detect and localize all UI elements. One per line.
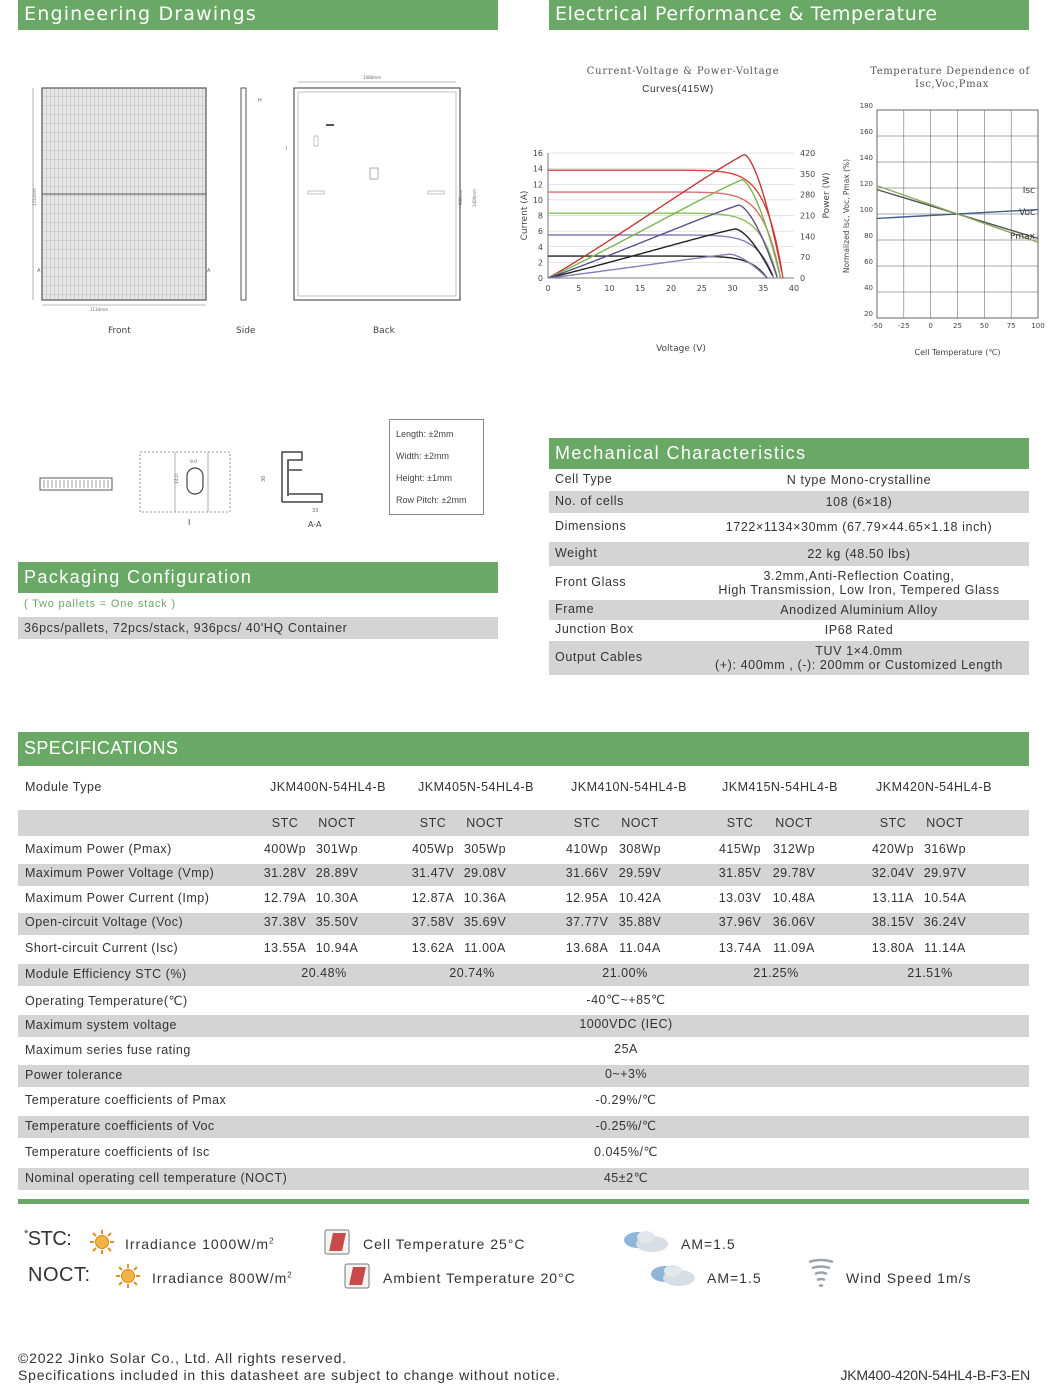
spec-stc-header: STC — [271, 816, 299, 830]
footer-document-code: JKM400-420N-54HL4-B-F3-EN — [840, 1367, 1030, 1383]
spec-value: 400Wp — [263, 842, 307, 856]
spec-noct-header: NOCT — [775, 816, 813, 830]
temp-x-tick: -25 — [898, 322, 910, 330]
stc-label: *STC: — [24, 1228, 72, 1250]
spec-label: Maximum system voltage — [25, 1018, 178, 1032]
spec-common-row — [18, 990, 1029, 1012]
iv-y-tick: 0 — [537, 274, 543, 283]
iv-y-tick: 16 — [532, 149, 543, 158]
pv-curve — [548, 155, 782, 278]
spec-value: 301Wp — [315, 842, 359, 856]
noct-wind-speed: Wind Speed 1m/s — [846, 1270, 972, 1286]
thermometer-icon — [322, 1228, 352, 1256]
spec-common-value: -0.25%/℃ — [595, 1119, 657, 1133]
temp-chart-title: Temperature Dependence of — [870, 66, 1030, 77]
spec-noct-header: NOCT — [318, 816, 356, 830]
spec-common-value: -40℃~+85℃ — [586, 993, 666, 1007]
packaging-row — [18, 617, 498, 639]
temp-x-tick: 0 — [928, 322, 933, 330]
specifications-header: SPECIFICATIONS — [18, 732, 1029, 766]
spec-value: 316Wp — [923, 842, 967, 856]
temp-x-tick: 50 — [979, 322, 989, 330]
spec-label: Operating Temperature(℃) — [25, 994, 188, 1008]
mechanical-value: 22 kg (48.50 lbs) — [807, 547, 911, 561]
spec-value: 405Wp — [411, 842, 455, 856]
temp-y-tick: 120 — [859, 180, 873, 188]
side-view-panel — [241, 88, 246, 300]
spec-value: 36.06V — [772, 915, 816, 929]
spec-stc-header: STC — [573, 816, 601, 830]
iv-y-tick: 2 — [537, 258, 543, 268]
front-width-dim: 1134mm — [90, 307, 108, 312]
spec-label: Nominal operating cell temperature (NOCT) — [25, 1171, 288, 1185]
mechanical-value: (+): 400mm , (-): 200mm or Customized Length — [715, 658, 1003, 672]
iv-chart-title: Current-Voltage & Power-Voltage — [586, 66, 780, 77]
section-dim-30: 30 — [261, 475, 267, 482]
spec-value: 13.62A — [411, 941, 455, 955]
back-marker-i: I — [286, 146, 288, 152]
spec-efficiency-value: 21.00% — [602, 966, 648, 980]
spec-value: 35.69V — [463, 915, 507, 929]
stc-cell-temperature: Cell Temperature 25°C — [363, 1236, 526, 1252]
iv-x-tick: 5 — [576, 284, 582, 293]
iv-y2-axis-label: Power (W) — [822, 172, 832, 219]
spec-label: Power tolerance — [25, 1068, 123, 1082]
spec-value: 35.88V — [618, 915, 662, 929]
mechanical-row — [549, 600, 1029, 620]
mechanical-key: Frame — [555, 602, 595, 616]
sun-icon — [86, 1228, 118, 1256]
spec-value: 420Wp — [871, 842, 915, 856]
front-view-label: Front — [108, 326, 131, 336]
spec-common-row — [18, 1040, 1029, 1062]
spec-model-name: JKM410N-54HL4-B — [571, 780, 687, 794]
spec-value: 31.85V — [718, 866, 762, 880]
iv-x-tick: 30 — [727, 284, 738, 293]
iv-x-axis-label: Voltage (V) — [656, 344, 706, 354]
spec-value: 415Wp — [718, 842, 762, 856]
iv-y-tick: 14 — [532, 164, 543, 174]
iv-y-tick: 6 — [537, 227, 543, 237]
iv-y2-tick: 280 — [800, 190, 816, 200]
spec-value: 38.15V — [871, 915, 915, 929]
iv-x-tick: 25 — [696, 284, 707, 293]
spec-label: Open-circuit Voltage (Voc) — [25, 915, 184, 929]
mechanical-key: No. of cells — [555, 494, 625, 508]
temp-x-tick: -50 — [871, 322, 883, 330]
spec-label: Maximum Power (Pmax) — [25, 842, 172, 856]
spec-label: Temperature coefficients of Voc — [25, 1119, 215, 1133]
mechanical-value: Anodized Aluminium Alloy — [780, 603, 938, 617]
mechanical-row — [549, 641, 1029, 675]
back-height-dim-1: 988mm — [458, 189, 463, 205]
spec-value: 29.08V — [463, 866, 507, 880]
spec-common-row — [18, 1116, 1029, 1138]
spec-value: 410Wp — [565, 842, 609, 856]
iv-x-tick: 35 — [758, 284, 769, 293]
spec-value: 13.03V — [718, 891, 762, 905]
thermometer-icon — [342, 1262, 372, 1290]
front-height-dim: 1722mm — [32, 188, 37, 206]
spec-value: 312Wp — [772, 842, 816, 856]
temp-y-axis-label: Normalized Isc, Voc, Pmax (%) — [842, 158, 851, 274]
spec-value: 10.94A — [315, 941, 359, 955]
mechanical-key: Output Cables — [555, 650, 643, 664]
mechanical-key: Front Glass — [555, 575, 627, 589]
packaging-header: Packaging Configuration — [18, 562, 498, 593]
iv-y2-tick: 0 — [800, 274, 806, 283]
section-i-label: I — [188, 518, 191, 527]
tolerance-row-pitch: Row Pitch: ±2mm — [396, 495, 467, 505]
iv-x-tick: 40 — [788, 284, 800, 293]
spec-value: 37.38V — [263, 915, 307, 929]
tolerance-width: Width: ±2mm — [396, 451, 449, 461]
spec-label: Maximum Power Current (Imp) — [25, 891, 210, 905]
mechanical-header: Mechanical Characteristics — [549, 438, 1029, 469]
iv-x-tick: 10 — [604, 284, 615, 293]
iv-y2-tick: 420 — [800, 149, 816, 158]
spec-value: 31.66V — [565, 866, 609, 880]
spec-efficiency-value: 21.51% — [907, 966, 953, 980]
temp-series-label: Isc — [1022, 186, 1035, 196]
spec-model-name: JKM420N-54HL4-B — [876, 780, 992, 794]
spec-value: 10.30A — [315, 891, 359, 905]
spec-efficiency-value: 20.48% — [301, 966, 347, 980]
cloud-icon — [618, 1228, 672, 1254]
spec-value: 10.54A — [923, 891, 967, 905]
spec-value: 12.87A — [411, 891, 455, 905]
cloud-icon — [645, 1262, 699, 1288]
iv-y2-tick: 210 — [800, 211, 816, 221]
iv-chart-subtitle: Curves(415W) — [642, 84, 714, 95]
spec-condition-header-row — [18, 810, 1029, 836]
spec-value: 31.28V — [263, 866, 307, 880]
iv-curve — [548, 256, 767, 278]
mechanical-value: 3.2mm,Anti-Reflection Coating, — [763, 569, 955, 583]
temp-y-tick: 40 — [864, 284, 873, 292]
temp-y-tick: 160 — [859, 128, 873, 136]
spec-noct-header: NOCT — [466, 816, 504, 830]
iv-x-tick: 0 — [545, 284, 551, 293]
noct-irradiance-text: Irradiance 800W/m — [152, 1270, 288, 1286]
stc-irradiance — [125, 1236, 275, 1252]
back-width-dim: 1086mm — [363, 75, 381, 80]
noct-air-mass: AM=1.5 — [707, 1270, 762, 1286]
spec-value: 11.14A — [924, 941, 966, 955]
spec-value: 12.79A — [263, 891, 307, 905]
spec-stc-header: STC — [726, 816, 754, 830]
iv-y2-tick: 350 — [800, 169, 816, 179]
temp-y-tick: 20 — [864, 310, 873, 318]
spec-common-value: 45±2℃ — [603, 1171, 649, 1185]
side-view-label: Side — [236, 326, 256, 336]
iv-curve — [548, 213, 777, 278]
spec-common-value: -0.29%/℃ — [595, 1093, 657, 1107]
footer-copyright: ©2022 Jinko Solar Co., Ltd. All rights reserved. — [18, 1350, 347, 1366]
spec-noct-header: NOCT — [621, 816, 659, 830]
mechanical-row — [549, 470, 1029, 490]
spec-model-name: JKM415N-54HL4-B — [722, 780, 838, 794]
spec-row — [18, 864, 1029, 886]
engineering-drawing-module-views — [18, 60, 498, 350]
mechanical-row — [549, 621, 1029, 639]
pv-curve — [548, 205, 777, 278]
stc-air-mass: AM=1.5 — [681, 1236, 736, 1252]
spec-efficiency-value: 20.74% — [449, 966, 495, 980]
tolerance-box — [389, 419, 484, 515]
spec-noct-header: NOCT — [926, 816, 964, 830]
spec-efficiency-row — [18, 964, 1029, 986]
iv-x-tick: 15 — [635, 284, 646, 293]
spec-model-name: JKM405N-54HL4-B — [418, 780, 534, 794]
spec-value: 13.74A — [718, 941, 762, 955]
spec-value: 35.50V — [315, 915, 359, 929]
spec-stc-header: STC — [419, 816, 447, 830]
noct-label: NOCT: — [28, 1264, 91, 1286]
iv-y-tick: 4 — [537, 242, 543, 252]
iv-y2-tick: 70 — [800, 253, 811, 263]
spec-row — [18, 939, 1029, 961]
temp-y-tick: 140 — [859, 154, 873, 162]
temp-series-label: Voc — [1019, 208, 1035, 218]
iv-y-axis-label: Current (A) — [520, 190, 530, 241]
spec-value: 29.78V — [772, 866, 816, 880]
stc-colon: : — [66, 1228, 72, 1250]
wind-icon — [806, 1258, 836, 1292]
spec-value: 37.77V — [565, 915, 609, 929]
temp-y-tick: 180 — [859, 102, 873, 110]
stc-irradiance-text: Irradiance 1000W/m — [125, 1236, 270, 1252]
tolerance-height: Height: ±1mm — [396, 473, 452, 483]
front-marker-a-right: A — [207, 268, 211, 274]
spec-value: 10.42A — [618, 891, 662, 905]
temp-series-label: Pmax — [1009, 232, 1035, 242]
stc-label-text: STC — [27, 1228, 67, 1250]
temp-chart-subtitle: Isc,Voc,Pmax — [915, 79, 989, 90]
mechanical-value: N type Mono-crystalline — [786, 473, 932, 487]
mechanical-row — [549, 568, 1029, 598]
spec-label: Maximum Power Voltage (Vmp) — [25, 866, 215, 880]
spec-efficiency-value: 21.25% — [753, 966, 799, 980]
spec-common-value: 1000VDC (IEC) — [579, 1017, 673, 1031]
packaging-value: 36pcs/pallets, 72pcs/stack, 936pcs/ 40'HQ Container — [24, 621, 348, 635]
iv-y-tick: 10 — [532, 195, 543, 205]
spec-label: Temperature coefficients of Isc — [25, 1145, 210, 1159]
mechanical-value: IP68 Rated — [824, 623, 894, 637]
noct-irradiance-sup: 2 — [287, 1270, 293, 1280]
mechanical-key: Weight — [555, 546, 598, 560]
spec-label: Module Efficiency STC (%) — [25, 967, 187, 981]
spec-common-row — [18, 1142, 1029, 1164]
spec-value: 13.68A — [565, 941, 609, 955]
front-marker-a: A — [37, 268, 41, 274]
temp-x-axis-label: Cell Temperature (℃) — [914, 348, 1001, 357]
side-marker-h: H — [258, 98, 262, 104]
footer-notice: Specifications included in this datasheet are subject to change without notice. — [18, 1367, 561, 1383]
spec-model-name: JKM400N-54HL4-B — [270, 780, 386, 794]
spec-value: 29.97V — [923, 866, 967, 880]
spec-value: 305Wp — [463, 842, 507, 856]
temp-x-tick: 25 — [953, 322, 962, 330]
spec-value: 12.95A — [565, 891, 609, 905]
spec-common-row — [18, 1090, 1029, 1112]
spec-value: 13.80A — [871, 941, 915, 955]
mechanical-value: TUV 1×4.0mm — [815, 644, 903, 658]
iv-y-tick: 12 — [532, 180, 543, 190]
spec-value: 36.24V — [923, 915, 967, 929]
tolerance-length: Length: ±2mm — [396, 429, 454, 439]
section-dim-9: 9.0 — [190, 460, 198, 465]
temperature-dependence-chart — [835, 100, 1055, 360]
stc-irradiance-sup: 2 — [269, 1236, 275, 1246]
spec-stc-header: STC — [879, 816, 907, 830]
temp-x-tick: 100 — [1031, 322, 1045, 330]
spec-row — [18, 913, 1029, 935]
spec-common-value: 0.045%/℃ — [594, 1145, 658, 1159]
temp-y-tick: 80 — [864, 232, 873, 240]
mechanical-key: Dimensions — [555, 519, 627, 533]
section-aa-label: A-A — [308, 520, 322, 529]
electrical-performance-header: Electrical Performance & Temperature Dependence — [549, 0, 1029, 30]
iv-pv-chart — [515, 140, 835, 360]
spec-value: 29.59V — [618, 866, 662, 880]
spec-value: 11.09A — [773, 941, 815, 955]
mechanical-value: 108 (6×18) — [825, 495, 893, 509]
spec-row — [18, 840, 1029, 862]
spec-label: Temperature coefficients of Pmax — [25, 1093, 227, 1107]
section-drawings — [30, 430, 350, 540]
back-view-label: Back — [373, 326, 395, 336]
spec-module-type-row — [18, 778, 1029, 800]
spec-common-value: 25A — [614, 1042, 638, 1056]
section-dim-33: 33 — [312, 508, 319, 514]
spec-common-row — [18, 1015, 1029, 1037]
spec-value: 308Wp — [618, 842, 662, 856]
spec-label: Maximum series fuse rating — [25, 1043, 191, 1057]
engineering-drawings-header: Engineering Drawings — [18, 0, 498, 30]
mechanical-row — [549, 542, 1029, 566]
spec-common-row — [18, 1065, 1029, 1087]
temp-y-tick: 60 — [864, 258, 873, 266]
pv-curve — [548, 229, 773, 278]
temp-y-tick: 100 — [859, 206, 873, 214]
spec-value: 11.04A — [619, 941, 661, 955]
mechanical-row — [549, 491, 1029, 513]
mechanical-key: Junction Box — [555, 622, 634, 636]
spec-common-value: 0~+3% — [604, 1067, 648, 1081]
packaging-note: ( Two pallets = One stack ) — [24, 598, 176, 610]
specifications-bottom-bar — [18, 1199, 1029, 1204]
spec-value: 10.36A — [463, 891, 507, 905]
iv-y2-tick: 140 — [800, 232, 816, 242]
spec-value: 10.48A — [772, 891, 816, 905]
noct-ambient-temperature: Ambient Temperature 20°C — [383, 1270, 576, 1286]
mechanical-row — [549, 515, 1029, 539]
spec-value: 31.47V — [411, 866, 455, 880]
mechanical-key: Cell Type — [555, 472, 613, 486]
spec-common-row — [18, 1168, 1029, 1190]
spec-value: 13.55A — [263, 941, 307, 955]
spec-value: 13.11A — [872, 891, 914, 905]
mechanical-value: High Transmission, Low Iron, Tempered Glass — [718, 583, 1000, 597]
spec-value: 37.58V — [411, 915, 455, 929]
spec-value: 32.04V — [871, 866, 915, 880]
sun-icon — [112, 1262, 144, 1290]
spec-value: 28.89V — [315, 866, 359, 880]
back-height-dim-2: 1400mm — [472, 189, 477, 207]
iv-x-tick: 20 — [665, 284, 677, 293]
noct-irradiance — [152, 1270, 293, 1286]
spec-value: 11.00A — [464, 941, 506, 955]
spec-value: 37.96V — [718, 915, 762, 929]
spec-row — [18, 889, 1029, 911]
iv-y-tick: 8 — [537, 211, 543, 221]
mechanical-value: 1722×1134×30mm (67.79×44.65×1.18 inch) — [725, 520, 993, 534]
temp-x-tick: 75 — [1006, 322, 1016, 330]
section-dim-14: 14.0 — [175, 473, 180, 484]
spec-label: Module Type — [25, 780, 102, 794]
spec-label: Short-circuit Current (Isc) — [25, 941, 179, 955]
